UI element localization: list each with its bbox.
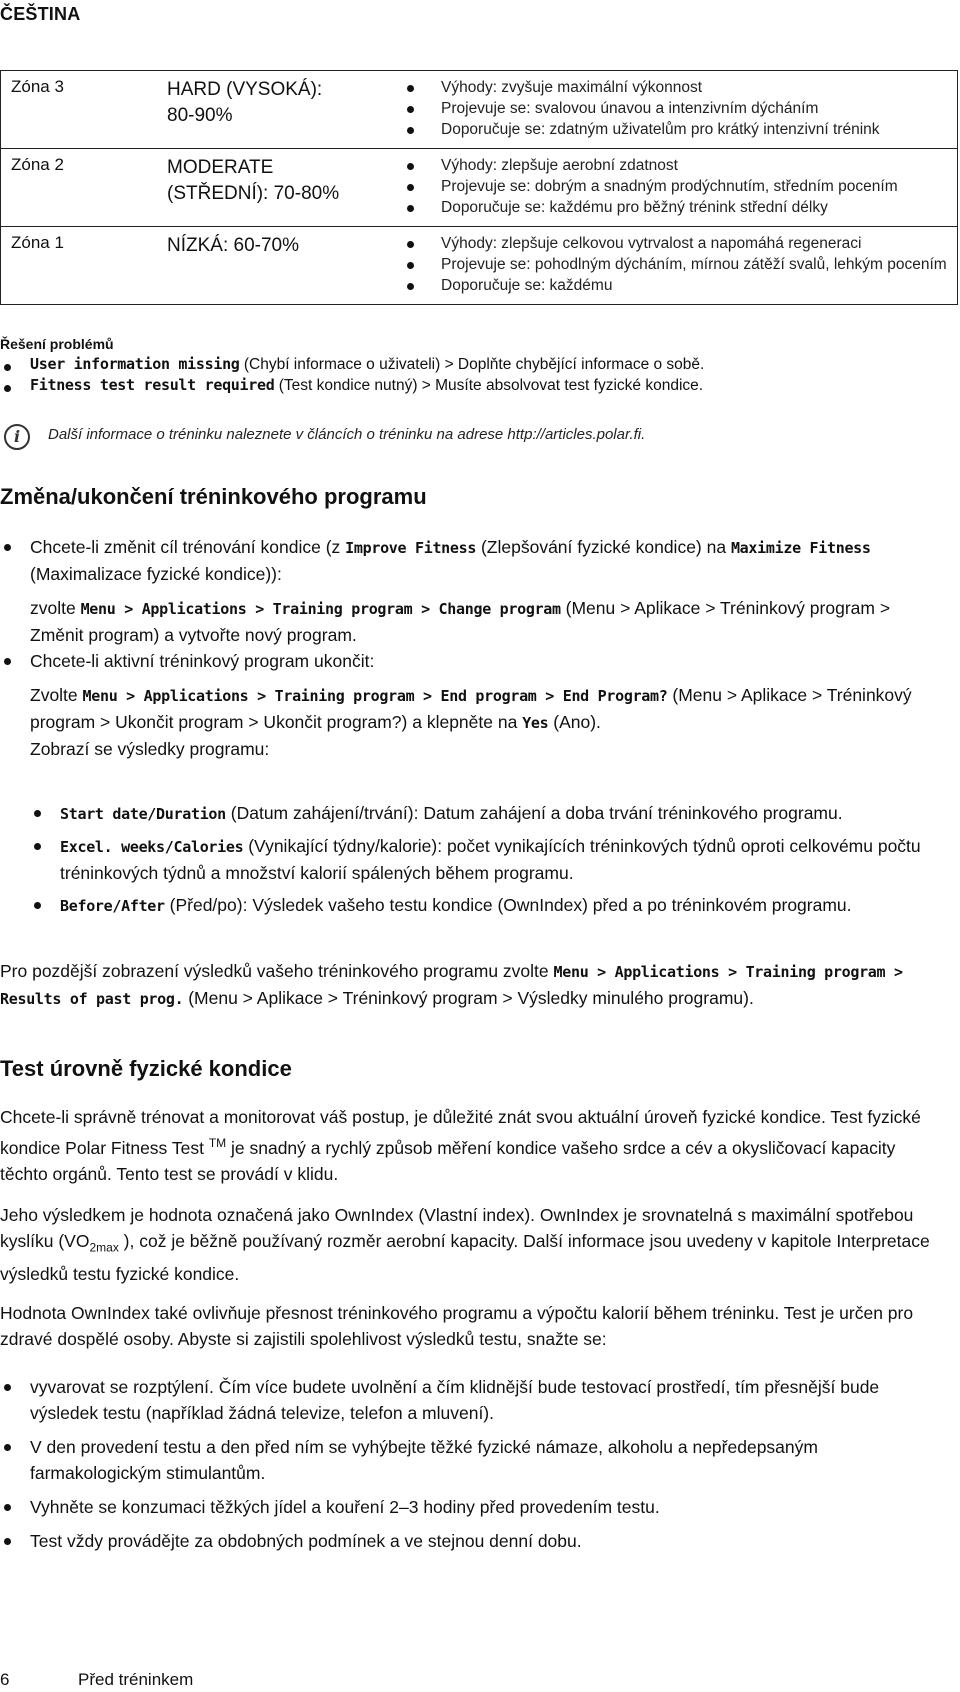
zone-row [1,71,957,149]
list-item: Chcete-li změnit cíl trénování kondice (z Improve Fitness (Zlepšování fyzické kondice) na Maximize Fitness (Maximalizace fyzické kondice)): zvolte Menu > Applications > Training program > Change program (Menu > Aplikace > Tréninkový program > Změnit program) a vytvořte nový program. [0,534,930,648]
zone-benefit: Výhody: zvyšuje maximální výkonnost [393,77,957,98]
list-item: Test vždy provádějte za obdobných podmínek a ve stejnou denní dobu. [0,1528,930,1554]
zone-feel: Projevuje se: pohodlným dýcháním, mírnou zátěží svalů, lehkým pocením [393,254,957,275]
troubleshooting-list [0,354,950,396]
zone-feel: Projevuje se: svalovou únavou a intenzivním dýcháním [393,98,957,119]
zone-benefit: Výhody: zlepšuje aerobní zdatnost [393,155,957,176]
zone-name: Zóna 2 [11,155,64,174]
chapter-title: Před tréninkem [78,1670,194,1689]
troubleshooting-title: Řešení problémů [0,336,114,352]
zone-intensity: MODERATE (STŘEDNÍ): 70-80% [167,157,340,204]
language-header: ČEŠTINA [0,4,81,24]
section-title: Změna/ukončení tréninkového programu [0,484,427,509]
list-item: Before/After (Před/po): Výsledek vašeho testu kondice (OwnIndex) před a po tréninkovém programu. [30,892,930,919]
list-item: vyvarovat se rozptýlení. Čím více budete uvolnění a čím klidnější bude testovací prostředí, tím přesnější bude výsledek testu (například žádná televize, telefon a mluvení). [0,1374,930,1426]
paragraph: Jeho výsledkem je hodnota označená jako OwnIndex (Vlastní index). OwnIndex je srovnatelná s maximální spotřebou kyslíku ($VO_{2max}$ ), což je běžně používaný rozměr aerobní kapacity. Další informace jsou uvedeny v kapitole Interpretace výsledků testu fyzické kondice. [0,1205,930,1284]
list-item: Start date/Duration (Datum zahájení/trvání): Datum zahájení a doba trvání tréninkového programu. [30,800,930,827]
zone-name: Zóna 1 [11,233,64,252]
zone-recommended: Doporučuje se: zdatným uživatelům pro krátký intenzivní trénink [393,119,957,140]
list-item: Excel. weeks/Calories (Vynikající týdny/kalorie): počet vynikajících tréninkových týdnů oproti celkovému počtu tréninkových týdnů a množství kalorií spálených během programu. [30,833,930,886]
list-item: Chcete-li aktivní tréninkový program ukončit: Zvolte Menu > Applications > Training program > End program > End Program? (Menu > Aplikace > Tréninkový program > Ukončit program > Ukončit program?) a klepněte na Yes (Ano). Zobrazí se výsledky programu: [0,648,930,762]
page-number: 6 [0,1670,10,1689]
heart-rate-zone-table [0,70,958,305]
info-icon: i [4,424,30,450]
zone-name: Zóna 3 [11,77,64,96]
zone-recommended: Doporučuje se: každému pro běžný trénink střední délky [393,197,957,218]
zone-benefit: Výhody: zlepšuje celkovou vytrvalost a napomáhá regeneraci [393,233,957,254]
results-paragraph: Pro pozdější zobrazení výsledků vašeho tréninkového programu zvolte Menu > Applications > Training program > Results of past prog. (Menu > Aplikace > Tréninkový program > Výsledky minulého programu). [0,961,903,1008]
paragraph: Hodnota OwnIndex také ovlivňuje přesnost tréninkového programu a výpočtu kalorií během tréninku. Test je určen pro zdravé dospělé osoby. Abyste si zajistili spolehlivost výsledků testu, snažte se: [0,1303,914,1349]
paragraph: Chcete-li správně trénovat a monitorovat váš postup, je důležité znát svou aktuální úroveň fyzické kondice. Test fyzické kondice Polar Fitness Test ™ je snadný a rychlý způsob měření kondice vašeho srdce a cév a okysličovací kapacity těchto orgánů. Tento test se provádí v klidu. [0,1107,921,1184]
zone-feel: Projevuje se: dobrým a snadným prodýchnutím, středním pocením [393,176,957,197]
list-item: V den provedení testu a den před ním se vyhýbejte těžké fyzické námaze, alkoholu a nepředepsaným farmakologickým stimulantům. [0,1434,930,1486]
change-program-list [0,534,930,762]
list-item: User information missing (Chybí informace o uživateli) > Doplňte chybějící informace o sobě. [0,354,950,375]
zone-intensity: NÍZKÁ: 60-70% [167,235,299,256]
zone-row [1,227,957,304]
zone-intensity: HARD (VYSOKÁ): 80-90% [167,79,323,126]
test-tips-list [0,1374,930,1554]
section-title: Test úrovně fyzické kondice [0,1056,292,1081]
info-note: Další informace o tréninku naleznete v článcích o tréninku na adrese http://articles.polar.fi. [48,426,646,443]
list-item: Vyhněte se konzumaci těžkých jídel a kouření 2–3 hodiny před provedením testu. [0,1494,930,1520]
zone-row [1,149,957,227]
program-results-list [30,800,930,919]
list-item: Fitness test result required (Test kondice nutný) > Musíte absolvovat test fyzické kondice. [0,375,950,396]
zone-recommended: Doporučuje se: každému [393,275,957,296]
